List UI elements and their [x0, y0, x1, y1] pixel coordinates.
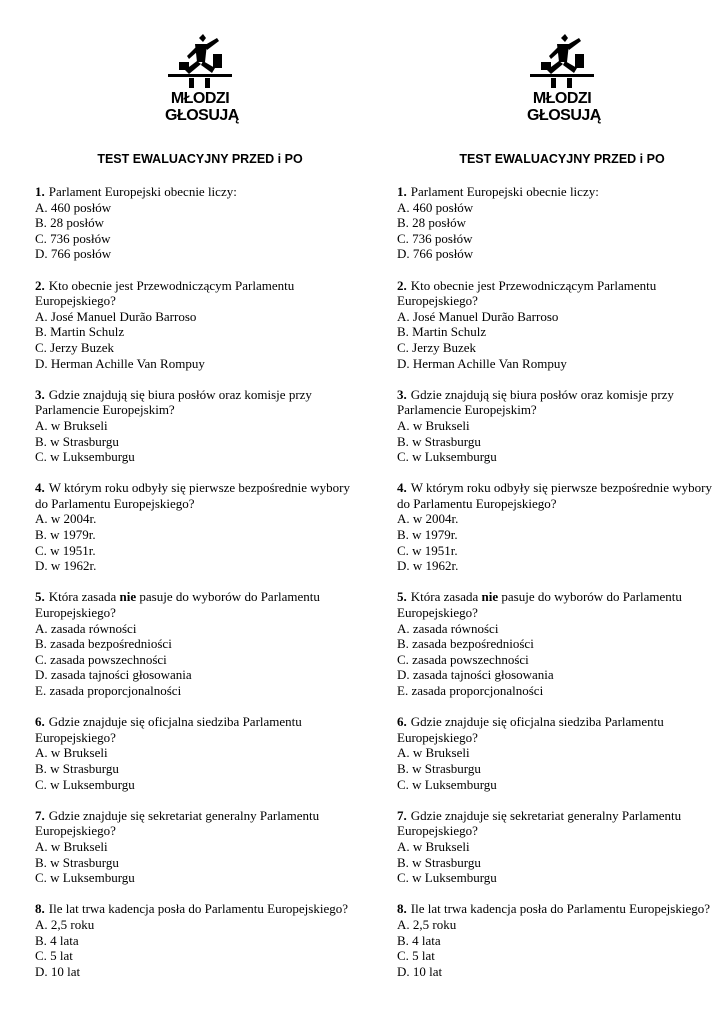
- answer-option: D. w 1962r.: [397, 558, 459, 574]
- answer-option: B. Martin Schulz: [397, 324, 487, 340]
- question-text: [35, 714, 365, 745]
- question-text-content: W którym roku odbyły się pierwsze bezpośrednie wybory do Parlamentu Europejskiego?: [35, 480, 350, 511]
- answer-option: A. w Brukseli: [397, 745, 470, 761]
- question-number: 1.: [35, 184, 45, 199]
- question-text: [35, 278, 365, 309]
- answer-option: A. 2,5 roku: [397, 916, 457, 932]
- question-text: [397, 278, 725, 309]
- mlodzi-glosuja-logo: [165, 32, 239, 132]
- question-5: [35, 589, 365, 698]
- question-number: 8.: [35, 901, 45, 917]
- logo-text-line1: MŁODZI: [170, 90, 230, 107]
- logo-text-line1: MŁODZI: [532, 90, 592, 107]
- answer-option: B. w Strasburgu: [35, 854, 119, 870]
- question-2: [35, 278, 365, 372]
- question-text-after: pasuje do wyborów do Parlamentu Europejskiego?: [35, 589, 320, 621]
- question-text-content: W którym roku odbyły się pierwsze bezpośrednie wybory do Parlamentu Europejskiego?: [397, 480, 712, 511]
- question-number: 5.: [397, 589, 407, 605]
- question-list: [35, 184, 365, 995]
- question-7: [397, 808, 725, 886]
- question-text-content: Gdzie znajduje się sekretariat generalny Parlamentu Europejskiego?: [397, 807, 682, 839]
- answer-option: A. 2,5 roku: [35, 916, 95, 932]
- question-number: 3.: [397, 386, 407, 402]
- answer-option: A. w Brukseli: [397, 838, 470, 854]
- question-text-after: pasuje do wyborów do Parlamentu Europejskiego?: [397, 589, 682, 621]
- answer-option: D. w 1962r.: [35, 558, 97, 574]
- mlodzi-glosuja-logo: [527, 32, 601, 132]
- answer-option: D. Herman Achille Van Rompuy: [35, 355, 205, 371]
- answer-option: E. zasada proporcjonalności: [397, 683, 544, 698]
- answer-option: C. w Luksemburgu: [397, 870, 497, 886]
- question-4: [35, 480, 365, 574]
- question-text: [35, 387, 365, 418]
- answer-option: D. zasada tajności głosowania: [35, 667, 192, 683]
- question-text: [397, 808, 725, 839]
- answer-option: B. w Strasburgu: [397, 433, 481, 449]
- answer-option: A. zasada równości: [35, 620, 137, 636]
- question-8: [397, 901, 725, 979]
- question-text-content: Gdzie znajduje się oficjalna siedziba Parlamentu Europejskiego?: [35, 714, 302, 745]
- question-text-emphasis: nie: [119, 589, 137, 605]
- test-column-right: [397, 0, 725, 1024]
- logo-figure-icon: [165, 32, 235, 90]
- answer-option: C. w Luksemburgu: [35, 870, 135, 886]
- question-number: 5.: [35, 589, 45, 605]
- answer-option: A. w Brukseli: [35, 745, 108, 761]
- answer-option: B. w Strasburgu: [35, 433, 119, 449]
- question-number: 8.: [397, 901, 407, 917]
- question-number: 6.: [397, 714, 407, 730]
- question-number: 1.: [397, 184, 407, 199]
- question-text-content: Kto obecnie jest Przewodniczącym Parlamentu Europejskiego?: [35, 277, 295, 309]
- question-number: 6.: [35, 714, 45, 730]
- answer-option: C. w Luksemburgu: [35, 776, 135, 792]
- question-number: 7.: [397, 807, 407, 823]
- question-text: [397, 184, 725, 200]
- answer-option: B. w Strasburgu: [35, 760, 119, 776]
- question-text: [397, 589, 725, 620]
- question-text-content: Gdzie znajduje się sekretariat generalny Parlamentu Europejskiego?: [35, 807, 320, 839]
- answer-option: A. w Brukseli: [35, 417, 108, 433]
- question-text: [397, 387, 725, 418]
- answer-option: C. w Luksemburgu: [397, 449, 497, 465]
- question-text-content: Kto obecnie jest Przewodniczącym Parlamentu Europejskiego?: [397, 277, 657, 309]
- answer-option: B. w Strasburgu: [397, 854, 481, 870]
- answer-option: C. zasada powszechności: [397, 651, 529, 667]
- question-6: [397, 714, 725, 792]
- answer-option: D. zasada tajności głosowania: [397, 667, 554, 683]
- answer-option: C. Jerzy Buzek: [397, 339, 477, 355]
- question-5: [397, 589, 725, 698]
- question-text-content: Gdzie znajdują się biura posłów oraz komisje przy Parlamencie Europejskim?: [397, 386, 674, 418]
- answer-option: C. w Luksemburgu: [397, 776, 497, 792]
- answer-option: B. w 1979r.: [35, 527, 96, 543]
- answer-option: B. 4 lata: [35, 932, 79, 948]
- answer-option: A. w 2004r.: [397, 511, 459, 527]
- question-text: [397, 714, 725, 745]
- answer-option: B. Martin Schulz: [35, 324, 125, 340]
- question-list: [397, 184, 725, 995]
- answer-option: B. zasada bezpośredniości: [35, 636, 172, 652]
- question-3: [397, 387, 725, 465]
- answer-option: A. w 2004r.: [35, 511, 97, 527]
- answer-option: C. w 1951r.: [397, 542, 458, 558]
- question-text: [35, 808, 365, 839]
- answer-option: C. w 1951r.: [35, 542, 96, 558]
- answer-option: C. 736 posłów: [35, 230, 111, 246]
- question-text: [35, 480, 365, 511]
- answer-option: A. 460 posłów: [397, 199, 474, 215]
- question-number: 3.: [35, 386, 45, 402]
- question-3: [35, 387, 365, 465]
- answer-option: E. zasada proporcjonalności: [35, 683, 182, 698]
- question-text: [397, 901, 725, 917]
- question-6: [35, 714, 365, 792]
- answer-option: C. zasada powszechności: [35, 651, 167, 667]
- answer-option: D. 766 posłów: [35, 246, 112, 262]
- question-text-content: Gdzie znajdują się biura posłów oraz komisje przy Parlamencie Europejskim?: [35, 386, 312, 418]
- logo-text-line2: GŁOSUJĄ: [165, 107, 239, 124]
- question-text: [397, 480, 725, 511]
- question-number: 7.: [35, 807, 45, 823]
- answer-option: B. w 1979r.: [397, 527, 458, 543]
- question-text-content: Ile lat trwa kadencja posła do Parlamentu Europejskiego?: [410, 901, 711, 917]
- question-number: 4.: [35, 480, 45, 496]
- answer-option: D. Herman Achille Van Rompuy: [397, 355, 567, 371]
- answer-option: B. zasada bezpośredniości: [397, 636, 534, 652]
- question-8: [35, 901, 365, 979]
- question-text-emphasis: nie: [481, 589, 499, 605]
- answer-option: B. 28 posłów: [397, 215, 466, 231]
- question-text: [35, 589, 365, 620]
- answer-option: C. 5 lat: [35, 948, 73, 964]
- test-column-left: [35, 0, 365, 1024]
- answer-option: C. Jerzy Buzek: [35, 339, 115, 355]
- logo-text-line2: GŁOSUJĄ: [527, 107, 601, 124]
- answer-option: A. w Brukseli: [397, 417, 470, 433]
- answer-option: A. w Brukseli: [35, 838, 108, 854]
- question-number: 2.: [397, 277, 407, 293]
- question-4: [397, 480, 725, 574]
- answer-option: A. zasada równości: [397, 620, 499, 636]
- logo-figure-icon: [527, 32, 597, 90]
- question-text-before: Która zasada: [410, 589, 479, 605]
- question-text-content: Gdzie znajduje się oficjalna siedziba Parlamentu Europejskiego?: [397, 714, 664, 745]
- answer-option: D. 10 lat: [397, 963, 443, 979]
- answer-option: D. 766 posłów: [397, 246, 474, 262]
- question-number: 4.: [397, 480, 407, 496]
- question-text: [35, 901, 365, 917]
- question-1: [35, 184, 365, 262]
- question-7: [35, 808, 365, 886]
- answer-option: B. 28 posłów: [35, 215, 104, 231]
- answer-option: A. José Manuel Durão Barroso: [35, 308, 197, 324]
- question-text-content: Ile lat trwa kadencja posła do Parlamentu Europejskiego?: [48, 901, 349, 917]
- question-2: [397, 278, 725, 372]
- question-text-content: Parlament Europejski obecnie liczy:: [48, 184, 237, 199]
- answer-option: C. 5 lat: [397, 948, 435, 964]
- question-text-before: Która zasada: [48, 589, 117, 605]
- answer-option: C. w Luksemburgu: [35, 449, 135, 465]
- answer-option: B. 4 lata: [397, 932, 441, 948]
- question-number: 2.: [35, 277, 45, 293]
- test-title: TEST EWALUACYJNY PRZED i PO: [459, 152, 665, 166]
- answer-option: B. w Strasburgu: [397, 760, 481, 776]
- question-text-content: Parlament Europejski obecnie liczy:: [410, 184, 599, 199]
- question-text: [35, 184, 365, 200]
- test-title: TEST EWALUACYJNY PRZED i PO: [97, 152, 303, 166]
- answer-option: C. 736 posłów: [397, 230, 473, 246]
- answer-option: A. 460 posłów: [35, 199, 112, 215]
- answer-option: A. José Manuel Durão Barroso: [397, 308, 559, 324]
- question-1: [397, 184, 725, 262]
- answer-option: D. 10 lat: [35, 963, 81, 979]
